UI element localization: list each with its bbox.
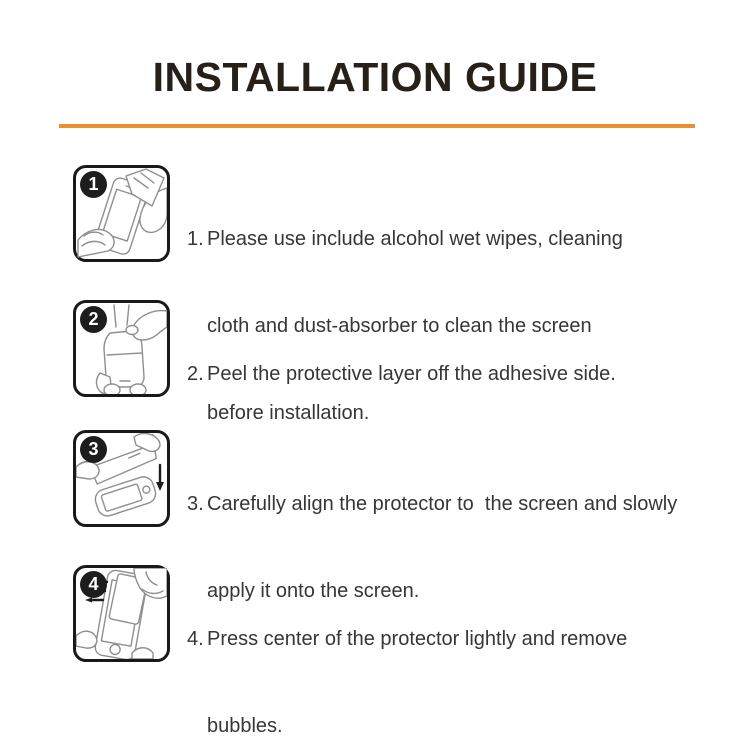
step2-row	[73, 300, 616, 447]
step2-number: 2.	[187, 363, 204, 385]
step-text-line: Peel the protective layer off the adhesive side.	[207, 363, 616, 385]
step4-text	[187, 567, 627, 750]
step1-illustration-frame	[73, 165, 170, 262]
step3-illustration-frame	[73, 430, 170, 527]
step-text-line: Carefully align the protector to the screen and slowly	[207, 493, 678, 515]
step1-number-badge: 1	[80, 171, 107, 198]
step2-illustration-frame	[73, 300, 170, 397]
step-text-line	[187, 225, 623, 254]
step4-illustration-frame	[73, 565, 170, 662]
step-text-line	[187, 490, 677, 519]
step2-number-badge: 2	[80, 306, 107, 333]
step4-number: 4.	[187, 628, 204, 650]
step-text-line	[187, 360, 616, 389]
step3-number: 3.	[187, 493, 204, 515]
step-text-line: bubbles.	[207, 715, 283, 737]
step4-row	[73, 565, 627, 750]
title-underline	[59, 124, 695, 128]
step1-number: 1.	[187, 228, 204, 250]
step4-number-badge: 4	[80, 571, 107, 598]
step-text-line: before installation.	[207, 402, 370, 424]
step-text-line: Please use include alcohol wet wipes, cleaning	[207, 228, 623, 250]
step-text-line: cloth and dust-absorber to clean the screen	[207, 315, 592, 337]
step2-text	[187, 302, 616, 447]
step-text-line: apply it onto the screen.	[207, 580, 420, 602]
step-text-line	[187, 625, 627, 654]
step-text-line: Press center of the protector lightly and remove	[207, 628, 628, 650]
step3-number-badge: 3	[80, 436, 107, 463]
page-title: INSTALLATION GUIDE	[152, 54, 598, 100]
